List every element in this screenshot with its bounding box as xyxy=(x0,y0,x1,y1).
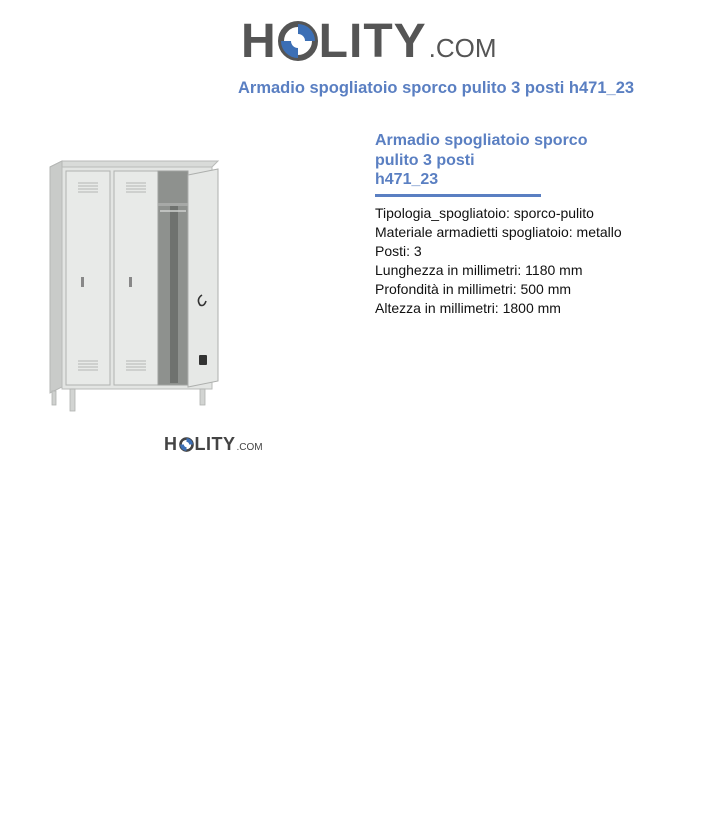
product-specs-list xyxy=(375,204,715,318)
spec-item: Tipologia_spogliatoio: sporco-pulito xyxy=(375,205,594,221)
footer-logo-letter-h: H xyxy=(164,434,178,454)
product-title-line-1: Armadio spogliatoio sporco xyxy=(375,132,588,149)
product-title xyxy=(375,131,615,190)
product-title-line-3: h471_23 xyxy=(375,171,439,188)
spec-item: Materiale armadietti spogliatoio: metallo xyxy=(375,224,622,240)
footer-logo-domain: .COM xyxy=(236,442,263,453)
title-underline xyxy=(375,194,541,197)
spec-item: Profondità in millimetri: 500 mm xyxy=(375,281,572,297)
logo-domain: .COM xyxy=(428,33,497,63)
spec-item: Lunghezza in millimetri: 1180 mm xyxy=(375,262,583,278)
logo-letters-lity: LITY xyxy=(318,15,427,68)
site-logo[interactable] xyxy=(241,12,497,72)
footer-logo-o-icon xyxy=(179,437,194,452)
product-title-line-2: pulito 3 posti xyxy=(375,151,475,169)
logo-letter-h: H xyxy=(241,15,277,68)
spec-item: Posti: 3 xyxy=(375,243,422,259)
three-door-locker-image xyxy=(40,155,230,420)
image-watermark-logo xyxy=(164,432,263,456)
spec-item: Altezza in millimetri: 1800 mm xyxy=(375,300,561,316)
footer-logo-letters-lity: LITY xyxy=(194,434,236,454)
page-title: Armadio spogliatoio sporco pulito 3 posti h471_23 xyxy=(238,79,635,97)
logo-o-icon xyxy=(278,21,318,61)
